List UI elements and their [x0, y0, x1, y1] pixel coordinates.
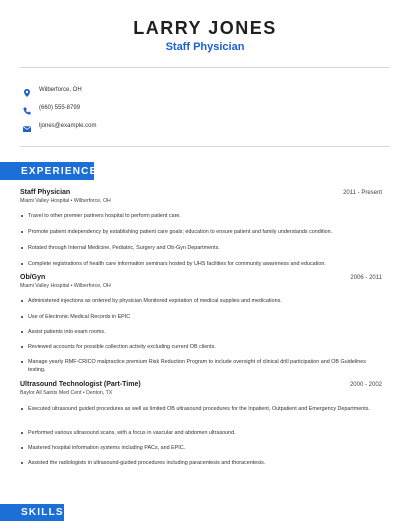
bullet-item: Reviewed accounts for possible collection activity excluding current OB clients.: [28, 343, 382, 351]
bullet-item: Performed various ultrasound scans, with a focus in vascular and abdomen ultrasound.: [28, 429, 382, 437]
contact-phone: [22, 98, 80, 117]
job-entry: [20, 381, 382, 466]
experience-section-header: EXPERIENCE: [0, 162, 94, 180]
bullet-item: Executed ultrasound guided procedures as well as limited OB ultrasound procedures for the Inpatient, Outpatient and Emergency Departments.: [28, 405, 382, 413]
contact-divider: [20, 146, 390, 147]
candidate-name: LARRY JONES: [133, 18, 277, 38]
bullet-item: Mastered hospital information systems including PACs, and EPIC.: [28, 444, 382, 452]
bullet-item: Travel to other premier partners hospital to perform patient care.: [28, 212, 382, 220]
bullet-item: Complete registrations of health care information seminars hosted by UHS facilities for community awareness and education.: [28, 260, 382, 268]
phone-icon: [22, 103, 32, 113]
contact-location: [22, 80, 82, 99]
job-organization: Miami Valley Hospital • Wilberforce, OH: [20, 283, 111, 289]
job-title: Staff Physician: [20, 189, 71, 196]
bullet-item: Assisted the radiologists in ultrasound-guided procedures including paracentesis and thoracentesis.: [28, 459, 382, 467]
email-icon: [22, 121, 32, 131]
bullet-item: Use of Electronic Medical Records in EPIC: [28, 313, 382, 321]
job-dates: 2000 - 2002: [349, 382, 382, 388]
location-pin-icon: [22, 85, 32, 95]
contact-phone-text: (660) 555-8799: [39, 104, 81, 111]
job-organization: Baylor All Saints Med Cent • Denton, TX: [20, 390, 113, 396]
contact-location-text: Wilberforce, OH: [39, 86, 82, 93]
job-dates: 2006 - 2011: [350, 275, 382, 281]
job-entry: [20, 274, 382, 373]
contact-email[interactable]: [22, 116, 96, 135]
candidate-title: Staff Physician: [165, 41, 245, 53]
job-title: Ultrasound Technologist (Part-Time): [20, 381, 141, 388]
bullet-item: Administered injections as ordered by physician Monitored expiration of medical supplies and medications.: [28, 297, 382, 305]
contact-email-text[interactable]: ljones@example.com: [39, 122, 97, 129]
skills-section-header: SKILLS: [0, 504, 64, 521]
bullet-item: Assist patients into exam rooms.: [28, 328, 382, 336]
job-title: Ob/Gyn: [20, 274, 46, 281]
resume-header: [0, 0, 410, 53]
job-organization: Miami Valley Hospital • Wilberforce, OH: [20, 198, 111, 204]
job-dates: 2011 - Present: [343, 190, 382, 196]
bullet-item: Rotated through Internal Medicine, Pediatric, Surgery and Ob-Gyn Departments.: [28, 244, 382, 252]
bullet-item: Promote patient independency by establishing patient care goals; education to ensure patient and family understands condition.: [28, 228, 382, 236]
header-divider: [20, 67, 390, 68]
bullet-item: Manage yearly RMF-CRICO malpractice premium Risk Reduction Program to include oversight of clinical drill participation and OB Guidelines testing.: [28, 358, 382, 374]
job-entry: [20, 189, 382, 267]
